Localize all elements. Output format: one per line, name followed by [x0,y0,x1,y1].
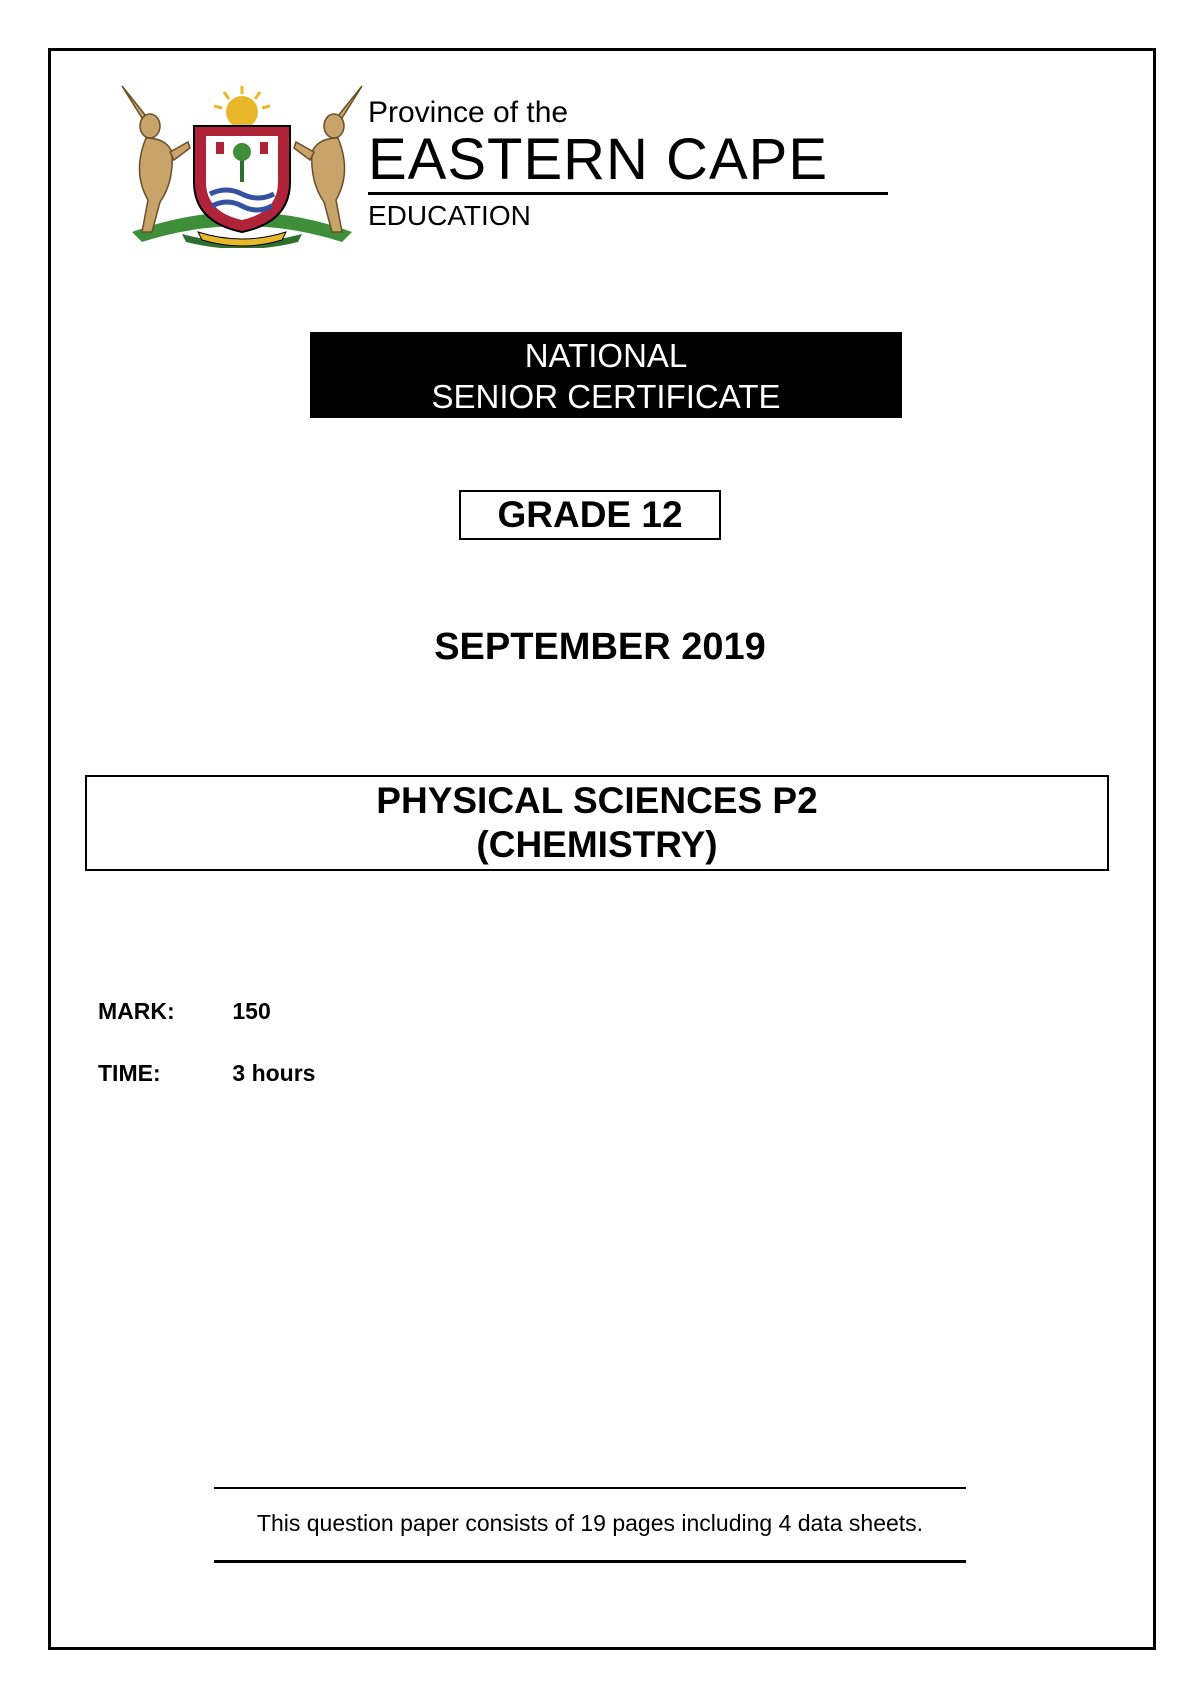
province-line1: Province of the [368,96,569,129]
mark-label: MARK: [98,998,175,1024]
exam-date: SEPTEMBER 2019 [434,626,766,668]
coat-of-arms-icon [112,82,372,248]
wordmark-divider [368,192,888,195]
shield-icon [194,126,290,232]
province-wordmark [368,96,888,231]
antelope-right-icon [294,86,362,232]
subject-line2: (CHEMISTRY) [476,824,718,865]
time-label: TIME: [98,1060,161,1086]
subject-title-box [85,775,1109,871]
sun-icon [214,86,270,128]
footer-divider-bottom [214,1560,966,1563]
banner-line2: SENIOR CERTIFICATE [431,378,781,415]
time-value: 3 hours [232,1060,316,1086]
footer-divider-top [214,1487,966,1489]
province-name: EASTERN CAPE [368,127,828,192]
certificate-banner [310,332,902,418]
department-name: EDUCATION [368,200,531,231]
time-row [98,1060,315,1087]
page-count-note: This question paper consists of 19 pages including 4 data sheets. [256,1510,924,1536]
grade-label: GRADE 12 [459,490,721,540]
mark-row [98,998,271,1025]
mark-value: 150 [232,998,271,1024]
antelope-left-icon [122,86,190,232]
subject-line1: PHYSICAL SCIENCES P2 [376,780,818,821]
banner-line1: NATIONAL [524,337,688,374]
